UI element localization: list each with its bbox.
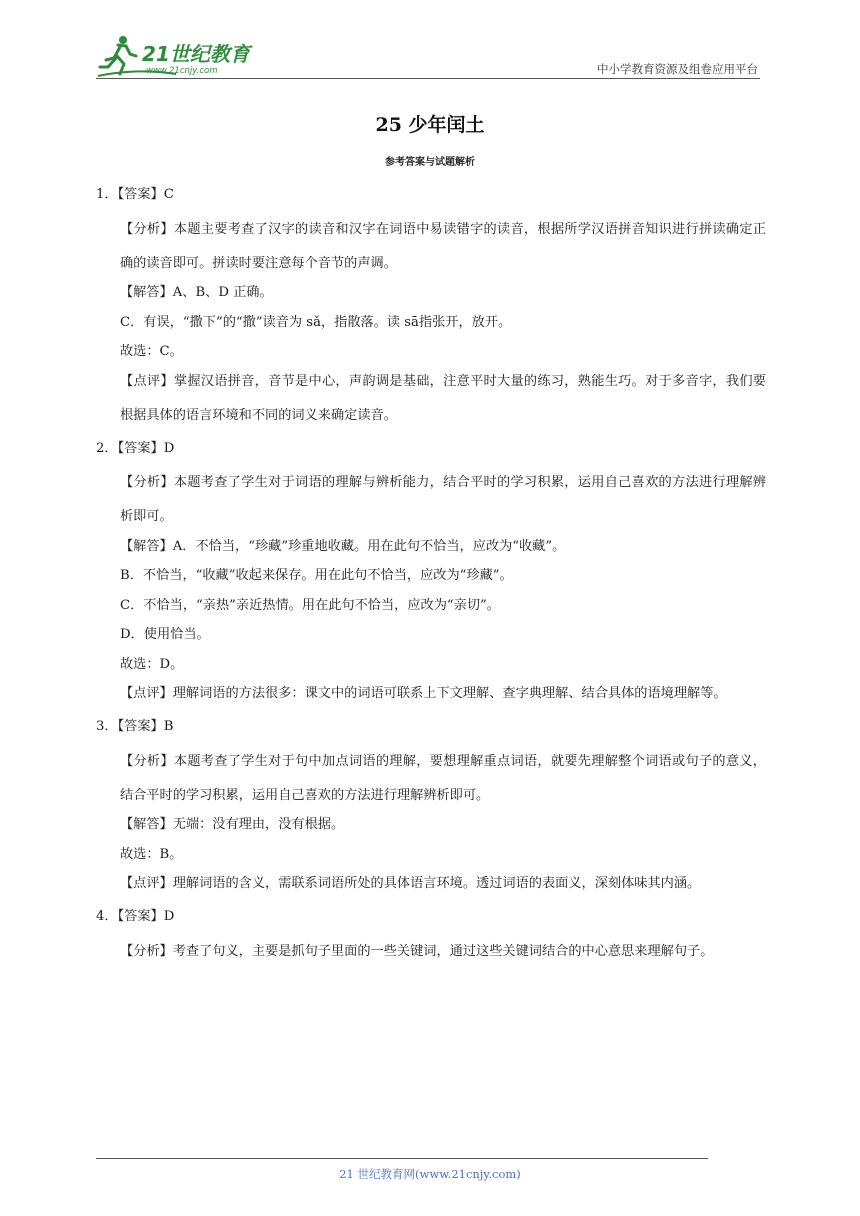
page-subtitle: 参考答案与试题解析: [385, 157, 475, 168]
q1-answer: 1．【答案】C: [96, 187, 174, 202]
q2-option-c: C．不恰当，“亲热”亲近热情。用在此句不恰当，应改为“亲切”。: [120, 597, 500, 613]
logo-text: 21世纪教育: [142, 42, 250, 66]
q2-comment: 【点评】理解词语的方法很多：课文中的词语可联系上下文理解、查字典理解、结合具体的语境理解等。: [120, 686, 727, 701]
q3-analysis: 【分析】本题考查了学生对于句中加点词语的理解，要想理解重点词语，就要先理解整个词语或句子的意义，结合平时的学习积累，运用自己喜欢的方法进行理解辨析即可。: [120, 753, 766, 803]
logo-url: www.21cnjy.com: [146, 66, 218, 76]
q1-option-c: C．有误，“撒下”的“撒”读音为 sǎ，指散落。读 sā指张开，放开。: [120, 314, 512, 330]
q2-option-b: B．不恰当，“收藏”收起来保存。用在此句不恰当，应改为“珍藏”。: [120, 568, 513, 583]
q2-choice: 故选：D。: [120, 656, 184, 672]
logo: [96, 34, 266, 78]
q2-solution: 【解答】A．不恰当，“珍藏”珍重地收藏。用在此句不恰当，应改为“收藏”。: [120, 538, 566, 554]
q2-answer: 2．【答案】D: [96, 440, 175, 456]
q4-analysis: 【分析】考查了句义，主要是抓句子里面的一些关键词，通过这些关键词结合的中心意思来理解句子。: [120, 943, 714, 959]
q3-solution: 【解答】无端：没有理由，没有根据。: [120, 817, 345, 832]
page-header: [96, 34, 760, 80]
q3-comment: 【点评】理解词语的含义，需联系词语所处的具体语言环境。透过词语的表面义，深刻体味其内涵。: [120, 876, 701, 891]
q1-choice: 故选：C。: [120, 344, 183, 359]
header-rule: [96, 78, 760, 79]
q1-comment: 【点评】掌握汉语拼音，音节是中心，声韵调是基础，注意平时大量的练习，熟能生巧。对于多音字，我们要根据具体的语言环境和不同的词义来确定读音。: [120, 373, 766, 423]
footer-rule: [96, 1158, 708, 1159]
page-title: 25 少年闰土: [375, 114, 485, 136]
q3-answer: 3．【答案】B: [96, 719, 174, 734]
q1-analysis: 【分析】本题主要考查了汉字的读音和汉字在词语中易读错字的读音，根据所学汉语拼音知识进行拼读确定正确的读音即可。拼读时要注意每个音节的声调。: [120, 221, 766, 271]
q1-solution: 【解答】A、B、D 正确。: [120, 285, 273, 300]
q4-answer: 4．【答案】D: [96, 909, 175, 924]
answer-content: [96, 183, 766, 969]
q3-choice: 故选：B。: [120, 846, 183, 862]
q2-analysis: 【分析】本题考查了学生对于词语的理解与辨析能力，结合平时的学习积累，运用自己喜欢的方法进行理解辨析即可。: [120, 475, 766, 524]
page-footer: 21 世纪教育网(www.21cnjy.com): [339, 1167, 521, 1181]
q2-option-d: D．使用恰当。: [120, 627, 210, 642]
header-tagline: 中小学教育资源及组卷应用平台: [597, 62, 758, 76]
